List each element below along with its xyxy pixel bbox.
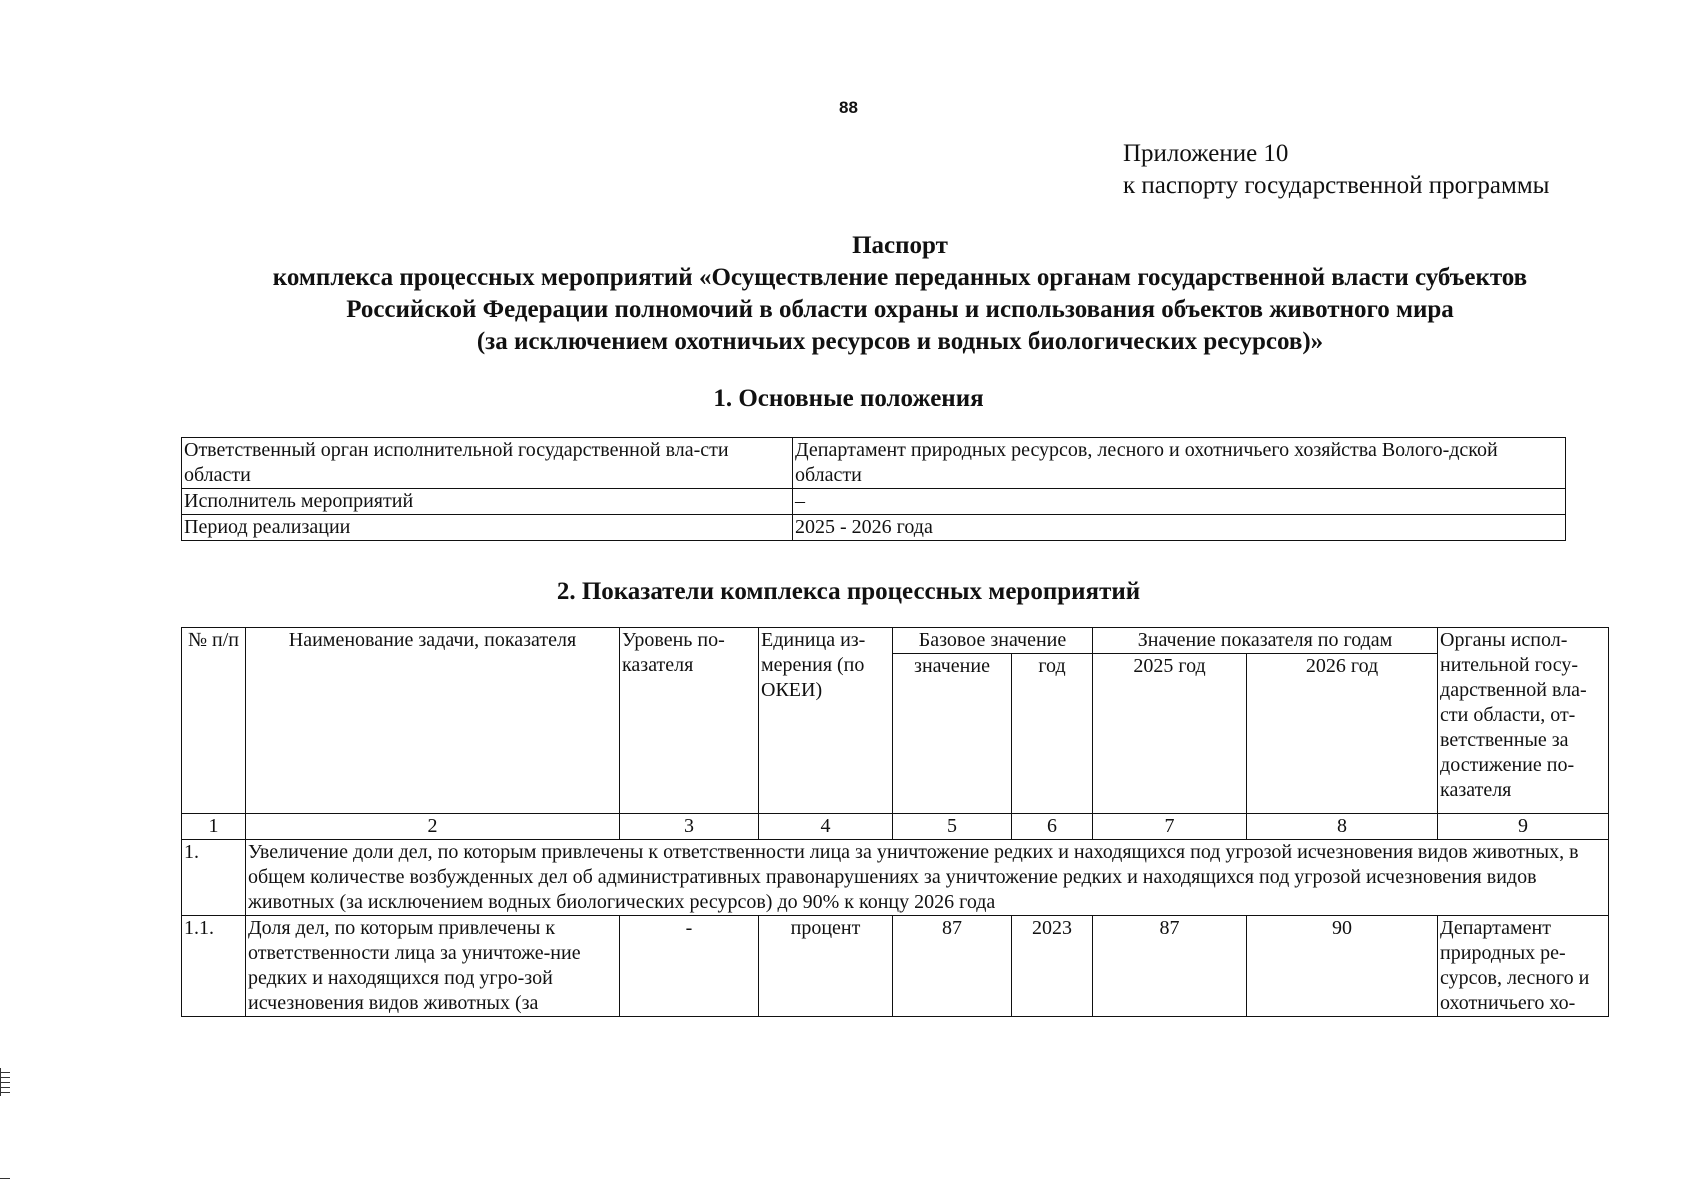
indicator-name: Доля дел, по которым привлечены к ответственности лица за уничтоже-ние редких и находящихся под угро-зой исчезновения видов животных (за xyxy=(246,916,620,1017)
main-provisions-table xyxy=(181,437,1566,541)
title-line-1: Паспорт xyxy=(852,232,948,259)
col-number: 4 xyxy=(759,814,893,840)
section-2-title: 2. Показатели комплекса процессных мероприятий xyxy=(556,578,1141,605)
header-org: Органы испол-нительной госу-дарственной вла-сти области, от-ветственные за достижение по-казателя xyxy=(1438,628,1609,814)
task-text: Увеличение доли дел, по которым привлечены к ответственности лица за уничтожение редких и находящихся под угрозой исчезновения видов животных, в общем количестве возбужденных дел об административных правонарушениях за уничтожение редких и находящихся под угрозой исчезновения видов животных (за исключением водных биологических ресурсов) до 90% к концу 2026 года xyxy=(246,840,1609,916)
header-unit: Единица из-мерения (по ОКЕИ) xyxy=(759,628,893,814)
indicator-org: Департамент природных ре-сурсов, лесного и охотничьего хо- xyxy=(1438,916,1609,1017)
indicator-base-value: 87 xyxy=(893,916,1012,1017)
header-2025: 2025 год xyxy=(1093,654,1247,814)
appendix-note xyxy=(1123,138,1549,202)
title-line-2: комплекса процессных мероприятий «Осуществление переданных органам государственной власти субъектов xyxy=(272,264,1528,291)
indicator-2026: 90 xyxy=(1247,916,1438,1017)
responsible-body-label: Ответственный орган исполнительной государственной вла-сти области xyxy=(182,438,793,489)
executor-label: Исполнитель мероприятий xyxy=(182,489,793,515)
col-number: 5 xyxy=(893,814,1012,840)
indicators-table xyxy=(181,627,1609,1017)
header-row xyxy=(182,628,1609,654)
header-by-years: Значение показателя по годам xyxy=(1093,628,1438,654)
col-number: 1 xyxy=(182,814,246,840)
document-title xyxy=(150,230,1650,358)
title-line-3: Российской Федерации полномочий в области охраны и использования объектов животного мира xyxy=(346,296,1454,323)
task-row xyxy=(182,840,1609,916)
section-1-title: 1. Основные положения xyxy=(713,385,984,412)
indicator-level: - xyxy=(620,916,759,1017)
appendix-line-1: Приложение 10 xyxy=(1123,140,1289,167)
executor-value: – xyxy=(793,489,1566,515)
period-value: 2025 - 2026 года xyxy=(793,515,1566,541)
scan-edge-tick xyxy=(0,1178,10,1179)
column-number-row xyxy=(182,814,1609,840)
col-number: 2 xyxy=(246,814,620,840)
table-row xyxy=(182,515,1566,541)
indicator-row xyxy=(182,916,1609,1017)
col-number: 6 xyxy=(1012,814,1093,840)
table-row xyxy=(182,438,1566,489)
indicator-number: 1.1. xyxy=(182,916,246,1017)
col-number: 3 xyxy=(620,814,759,840)
page-number: 88 xyxy=(839,98,858,117)
appendix-line-2: к паспорту государственной программы xyxy=(1123,172,1550,199)
col-number: 7 xyxy=(1093,814,1247,840)
header-level: Уровень по-казателя xyxy=(620,628,759,814)
col-number: 8 xyxy=(1247,814,1438,840)
title-line-4: (за исключением охотничьих ресурсов и водных биологических ресурсов)» xyxy=(476,328,1324,355)
col-number: 9 xyxy=(1438,814,1609,840)
indicator-base-year: 2023 xyxy=(1012,916,1093,1017)
header-2026: 2026 год xyxy=(1247,654,1438,814)
header-base: Базовое значение xyxy=(893,628,1093,654)
table-row xyxy=(182,489,1566,515)
scan-edge-marks xyxy=(0,1068,11,1096)
indicator-unit: процент xyxy=(759,916,893,1017)
header-name: Наименование задачи, показателя xyxy=(246,628,620,814)
header-base-value: значение xyxy=(893,654,1012,814)
task-number: 1. xyxy=(182,840,246,916)
period-label: Период реализации xyxy=(182,515,793,541)
header-base-year: год xyxy=(1012,654,1093,814)
indicator-2025: 87 xyxy=(1093,916,1247,1017)
header-num: № п/п xyxy=(182,628,246,814)
responsible-body-value: Департамент природных ресурсов, лесного и охотничьего хозяйства Волого-дской области xyxy=(793,438,1566,489)
